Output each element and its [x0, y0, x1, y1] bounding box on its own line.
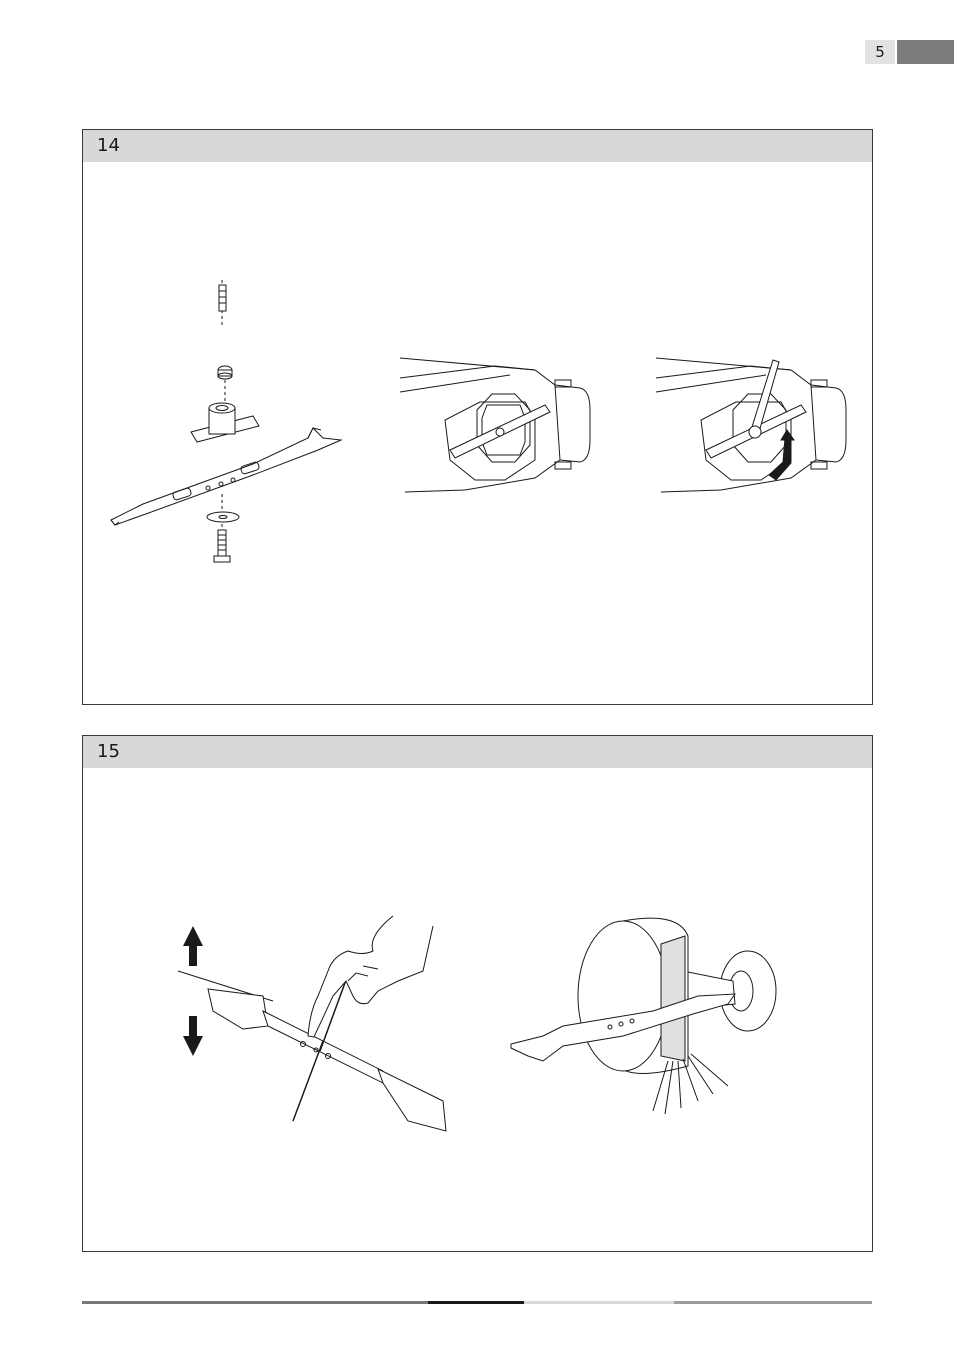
figure-panel-14 [82, 129, 873, 705]
footer-bar-segment [524, 1301, 674, 1304]
blade-exploded-view [103, 280, 353, 575]
mower-deck-wrench-view [651, 350, 851, 500]
blade-balance-check [168, 911, 458, 1151]
figure-number-14: 14 [83, 130, 872, 162]
figure-panel-15 [82, 735, 873, 1252]
page-number: 5 [865, 40, 895, 64]
footer-bar-segment [674, 1301, 872, 1304]
mower-deck-blade-view [395, 350, 595, 500]
blade-sharpening-grinder [503, 896, 803, 1126]
footer-bar-segment [82, 1301, 428, 1304]
figure-number-15: 15 [83, 736, 872, 768]
page-tab-marker [897, 40, 954, 64]
footer-bar-segment [428, 1301, 524, 1304]
